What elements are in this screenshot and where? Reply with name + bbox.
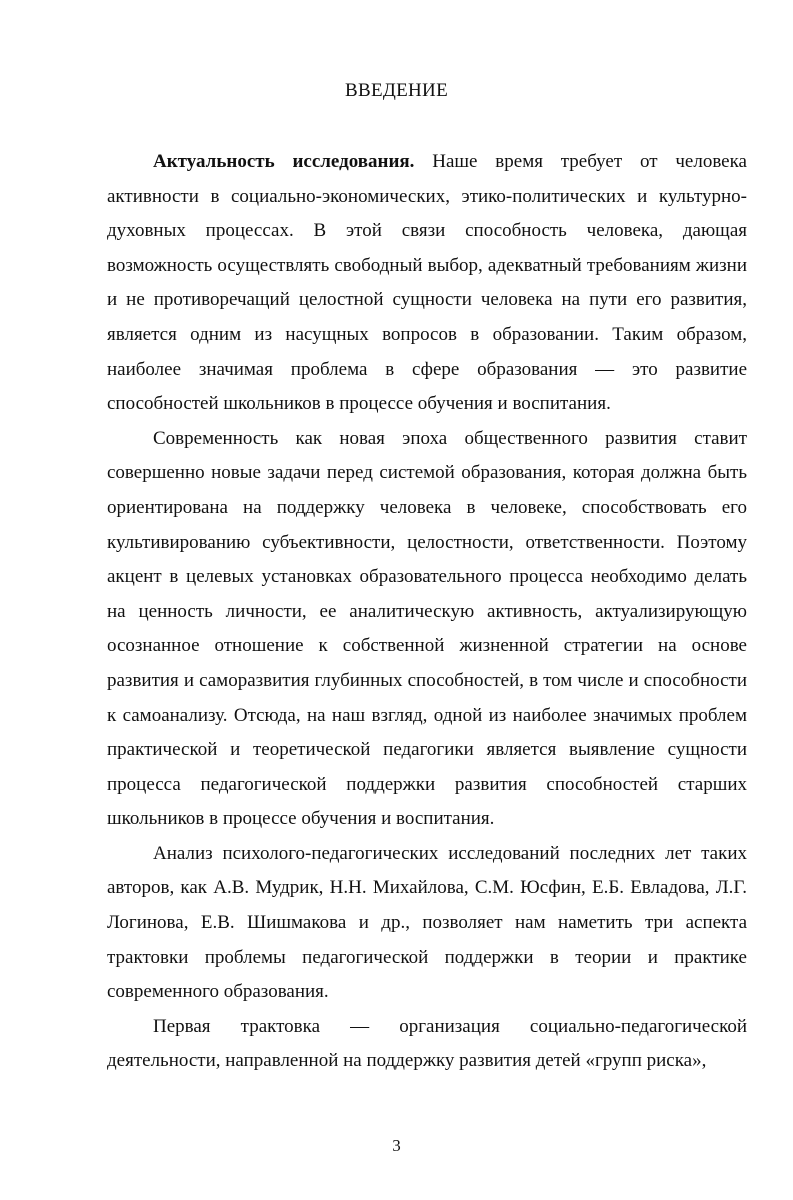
paragraph-text: Современность как новая эпоха общественного развития ставит совершенно новые задачи перед системой образования, которая должна быть ориентирована на поддержку человека в человеке, способствовать его культивированию субъективности, целостности, ответственности. Поэтому акцент в целевых установках образовательного процесса необходимо делать на ценность личности, ее аналитическую активность, актуализирующую осознанное отношение к собственной жизненной стратегии на основе развития и саморазвития глубинных способностей, в том числе и способности к самоанализу. Отсюда, на наш взгляд, одной из наиболее значимых проблем практической и теоретической педагогики является выявление сущности процесса педагогической поддержки развития способностей старших школьников в процессе обучения и воспитания. bbox=[107, 427, 747, 830]
paragraph-modernity bbox=[107, 422, 747, 837]
page-number: 3 bbox=[392, 1136, 401, 1155]
body-text bbox=[107, 145, 747, 1079]
section-title: ВВЕДЕНИЕ bbox=[345, 80, 448, 101]
paragraph-text: Анализ психолого-педагогических исследований последних лет таких авторов, как А.В. Мудрик, Н.Н. Михайлова, С.М. Юсфин, Е.Б. Евладова, Л.Г. Логинова, Е.В. Шишмакова и др., позволяет нам наметить три аспекта трактовки проблемы педагогической поддержки в теории и практике современного образования. bbox=[107, 842, 747, 1003]
paragraph-lead: Актуальность исследования. bbox=[153, 151, 415, 172]
paragraph-text: Первая трактовка — организация социально-педагогической деятельности, направленной на поддержку развития детей «групп риска», bbox=[107, 1015, 747, 1072]
paragraph-text: Наше время требует от человека активности в социально-экономических, этико-политических и культурно-духовных процессах. В этой связи способность человека, дающая возможность осуществлять свободный выбор, адекватный требованиям жизни и не противоречащий целостной сущности человека на пути его развития, является одним из насущных вопросов в образовании. Таким образом, наиболее значимая проблема в сфере образования — это развитие способностей школьников в процессе обучения и воспитания. bbox=[107, 151, 747, 415]
paragraph-analysis bbox=[107, 837, 747, 1010]
paragraph-relevance bbox=[107, 145, 747, 422]
paragraph-first-interpretation bbox=[107, 1010, 747, 1079]
